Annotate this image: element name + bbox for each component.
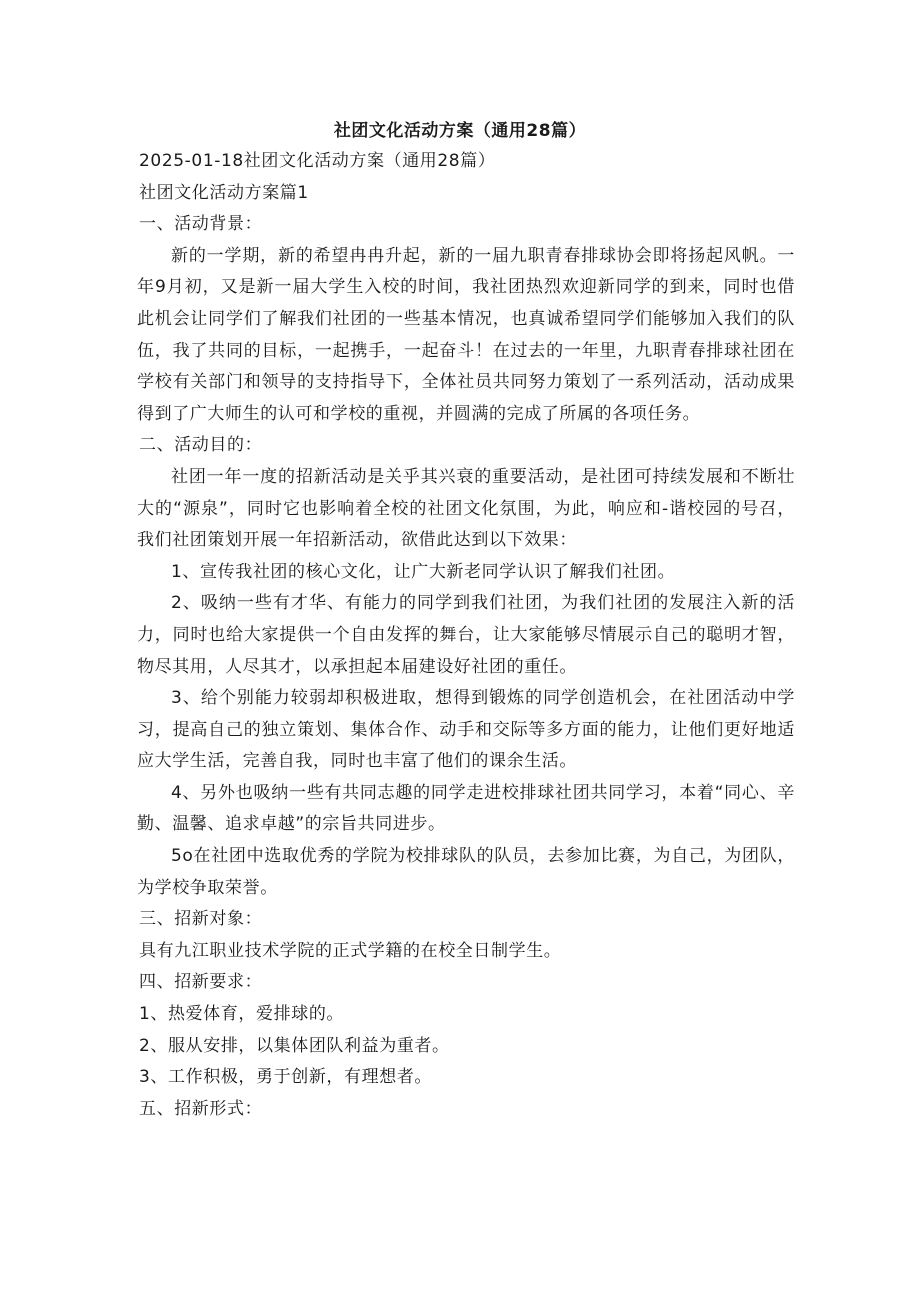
requirement-item-2: 2、服从安排，以集体团队利益为重者。: [139, 1035, 450, 1056]
date-line: 2025-01-18社团文化活动方案（通用28篇）: [139, 151, 496, 171]
paragraph-background: 新的一学期，新的希望冉冉升起，新的一届九职青春排球协会即将扬起风帆。一年9月初，又是新一届大学生入校的时间，我社团热烈欢迎新同学的到来，同时也借此机会让同学们了解我们社团的一些基本情况，也真诚希望同学们能够加入我们的队伍，我了共同的目标，一起携手，一起奋斗！在过去的一年里，九职青春排球社团在学校有关部门和领导的支持指导下，全体社员共同努力策划了一系列活动，活动成果得到了广大师生的认可和学校的重视，并圆满的完成了所属的各项任务。: [137, 245, 795, 424]
purpose-item-2: 2、吸纳一些有才华、有能力的同学到我们社团，为我们社团的发展注入新的活力，同时也给大家提供一个自由发挥的舞台，让大家能够尽情展示自己的聪明才智，物尽其用，人尽其才，以承担起本届建设好社团的重任。: [137, 593, 795, 677]
heading-format: 五、招新形式：: [139, 1098, 263, 1119]
purpose-item-5: 5o在社团中选取优秀的学院为校排球队的队员，去参加比赛，为自己，为团队，为学校争取荣誉。: [137, 846, 795, 898]
section-heading-plan-1: 社团文化活动方案篇1: [139, 182, 309, 203]
document-body: [137, 146, 795, 1125]
paragraph-purpose: 社团一年一度的招新活动是关乎其兴衰的重要活动，是社团可持续发展和不断壮大的“源泉”，同时它也影响着全校的社团文化氛围，为此，响应和-谐校园的号召，我们社团策划开展一年招新活动，欲借此达到以下效果：: [137, 466, 795, 551]
paragraph-target: 具有九江职业技术学院的正式学籍的在校全日制学生。: [139, 940, 562, 961]
heading-requirements: 四、招新要求：: [139, 972, 263, 993]
requirement-item-3: 3、工作积极，勇于创新，有理想者。: [139, 1067, 433, 1088]
purpose-item-4: 4、另外也吸纳一些有共同志趣的同学走进校排球社团共同学习，本着“同心、辛勤、温馨、追求卓越”的宗旨共同进步。: [137, 782, 795, 835]
purpose-item-3: 3、给个别能力较弱却积极进取，想得到锻炼的同学创造机会，在社团活动中学习，提高自己的独立策划、集体合作、动手和交际等多方面的能力，让他们更好地适应大学生活，完善自我，同时也丰富了他们的课余生活。: [137, 688, 795, 772]
heading-target: 三、招新对象：: [139, 909, 263, 930]
heading-background: 一、活动背景：: [139, 214, 263, 235]
requirement-item-1: 1、热爱体育，爱排球的。: [139, 1004, 345, 1025]
document-title: 社团文化活动方案（通用28篇）: [333, 121, 587, 141]
purpose-item-1: 1、宣传我社团的核心文化，让广大新老同学认识了解我们社团。: [171, 561, 676, 582]
heading-purpose: 二、活动目的：: [139, 435, 263, 456]
